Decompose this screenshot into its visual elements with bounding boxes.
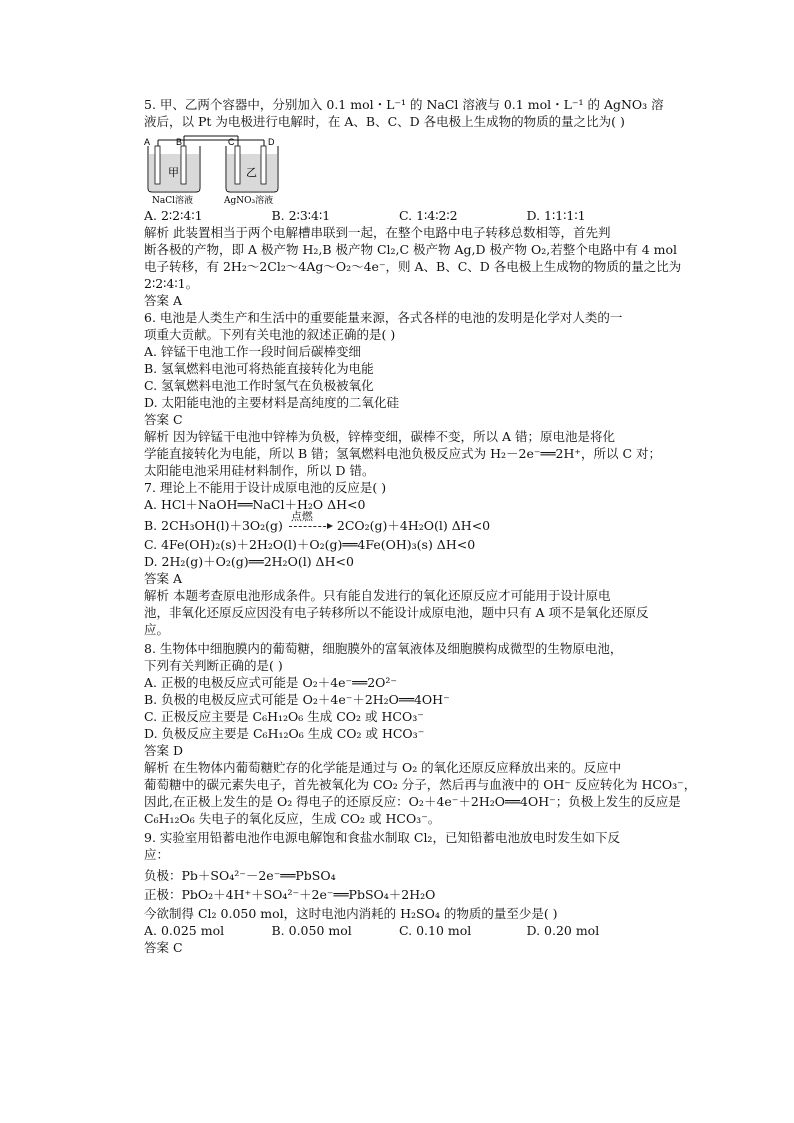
q8-option-a[interactable]: A. 正极的电极反应式可能是 O₂＋4e⁻══2O²⁻ [144,675,398,690]
q7-stem: 7. 理论上不能用于设计成原电池的反应是( ) [144,480,387,495]
q8-stem-line2: 下列有关判断正确的是( ) [144,658,283,673]
q9-stem-line1: 9. 实验室用铅蓄电池作电源电解饱和食盐水制取 Cl₂，已知铅蓄电池放电时发生如下反 [144,830,620,845]
q9-option-a[interactable]: A. 0.025 mol [144,923,225,938]
label-a: A [144,137,151,147]
q5-answer: 答案 A [144,293,183,308]
vessel-jia: 甲 [168,166,179,179]
q7-analysis-line1: 解析 本题考查原电池形成条件。只有能自发进行的氧化还原反应才可能用于设计原电 [144,588,611,603]
q5-stem-line1: 5. 甲、乙两个容器中，分别加入 0.1 mol・L⁻¹ 的 NaCl 溶液与 0.1 mol・L⁻¹ 的 AgNO₃ 溶 [144,97,664,112]
q5-analysis-line4: 2∶2∶4∶1。 [144,276,199,291]
vessel-yi: 乙 [246,166,257,179]
q8-analysis-line3: 因此,在正极上发生的是 O₂ 得电子的还原反应：O₂＋4e⁻＋2H₂O══4OH⁻；负极上发生的反应是 [144,794,681,809]
q7-analysis-line3: 应。 [144,622,170,637]
q6-stem-line2: 项重大贡献。下列有关电池的叙述正确的是( ) [144,327,396,342]
label-c: C [228,137,235,147]
q5-options [144,207,654,224]
q5-option-c[interactable]: C. 1∶4∶2∶2 [399,208,458,223]
q9-positive-electrode: 正极：PbO₂＋4H⁺＋SO₄²⁻＋2e⁻══PbSO₄＋2H₂O [144,887,436,902]
q7-option-b-left: B. 2CH₃OH(l)＋3O₂(g) [144,518,283,533]
q6-option-d[interactable]: D. 太阳能电池的主要材料是高纯度的二氧化硅 [144,395,400,410]
q9-answer: 答案 C [144,940,183,955]
q9-stem-line2: 应： [144,847,170,862]
label-d: D [268,137,275,147]
q7-option-b[interactable] [144,510,654,534]
electrolysis-cells-illustration [144,132,284,206]
electrolysis-diagram [144,132,654,206]
q9-negative-electrode: 负极：Pb＋SO₄²⁻－2e⁻══PbSO₄ [144,868,336,883]
q5-analysis-line1: 解析 此装置相当于两个电解槽串联到一起，在整个电路中电子转移总数相等，首先判 [144,225,611,240]
q5-option-a[interactable]: A. 2∶2∶4∶1 [144,208,203,223]
reaction-condition [287,510,333,534]
q6-option-c[interactable]: C. 氢氧燃料电池工作时氢气在负极被氧化 [144,378,374,393]
q5-option-b[interactable]: B. 2∶3∶4∶1 [271,208,331,223]
right-solution-label: AgNO₃溶液 [224,196,274,206]
q9-question: 今欲制得 Cl₂ 0.050 mol，这时电池内消耗的 H₂SO₄ 的物质的量至少是( ) [144,906,558,921]
q5-analysis-line2: 断各极的产物，即 A 极产物 H₂,B 极产物 Cl₂,C 极产物 Ag,D 极产物 O₂,若整个电路中有 4 mol [144,242,678,257]
q9-option-c[interactable]: C. 0.10 mol [399,923,472,938]
q8-analysis-line2: 葡萄糖中的碳元素失电子，首先被氧化为 CO₂ 分子，然后再与血液中的 OH⁻ 反应转化为 HCO₃⁻， [144,777,697,792]
q8-stem-line1: 8. 生物体中细胞膜内的葡萄糖，细胞膜外的富氧液体及细胞膜构成微型的生物原电池， [144,641,623,656]
q7-analysis-line2: 池，非氧化还原反应因没有电子转移所以不能设计成原电池，题中只有 A 项不是氧化还原反 [144,605,649,620]
ignition-condition: 点燃 [290,510,313,523]
label-b: B [176,137,183,147]
q6-option-b[interactable]: B. 氢氧燃料电池可将热能直接转化为电能 [144,361,374,376]
q7-option-d[interactable]: D. 2H₂(g)＋O₂(g)══2H₂O(l) ΔH<0 [144,554,354,569]
q7-option-a[interactable]: A. HCl＋NaOH══NaCl＋H₂O ΔH<0 [144,497,366,512]
q9-option-d[interactable]: D. 0.20 mol [526,923,600,938]
q6-answer: 答案 C [144,412,183,427]
left-solution-label: NaCl溶液 [152,196,194,206]
q8-analysis-line4: C₆H₁₂O₆ 失电子的氧化反应，生成 CO₂ 或 HCO₃⁻。 [144,811,441,826]
q8-option-b[interactable]: B. 负极的电极反应式可能是 O₂＋4e⁻＋2H₂O══4OH⁻ [144,692,450,707]
q6-analysis-line2: 学能直接转化为电能，所以 B 错；氢氧燃料电池负极反应式为 H₂－2e⁻══2H⁺，所以 C 对； [144,446,661,461]
q7-answer: 答案 A [144,571,183,586]
q5-analysis-line3: 电子转移，有 2H₂～2Cl₂～4Ag～O₂～4e⁻，则 A、B、C、D 各电极上生成物的物质的量之比为 [144,259,682,274]
q5-stem-line2: 液后，以 Pt 为电极进行电解时，在 A、B、C、D 各电极上生成物的物质的量之比为( ) [144,114,625,129]
q9-option-b[interactable]: B. 0.050 mol [271,923,352,938]
q5-option-d[interactable]: D. 1∶1∶1∶1 [526,208,586,223]
q7-option-b-right: 2CO₂(g)＋4H₂O(l) ΔH<0 [336,518,491,533]
document-page [144,96,697,956]
q6-analysis-line3: 太阳能电池采用硅材料制作，所以 D 错。 [144,463,375,478]
q6-option-a[interactable]: A. 锌锰干电池工作一段时间后碳棒变细 [144,344,361,359]
q7-option-c[interactable]: C. 4Fe(OH)₂(s)＋2H₂O(l)＋O₂(g)══4Fe(OH)₃(s) ΔH<0 [144,537,476,552]
q8-option-d[interactable]: D. 负极反应主要是 C₆H₁₂O₆ 生成 CO₂ 或 HCO₃⁻ [144,726,425,741]
q8-answer: 答案 D [144,743,183,758]
q6-analysis-line1: 解析 因为锌锰干电池中锌棒为负极，锌棒变细，碳棒不变，所以 A 错；原电池是将化 [144,429,615,444]
q8-option-c[interactable]: C. 正极反应主要是 C₆H₁₂O₆ 生成 CO₂ 或 HCO₃⁻ [144,709,424,724]
q9-options [144,922,654,939]
q8-analysis-line1: 解析 在生物体内葡萄糖贮存的化学能是通过与 O₂ 的氧化还原反应释放出来的。反应中 [144,760,622,775]
reaction-arrow-icon [289,526,331,527]
q6-stem-line1: 6. 电池是人类生产和生活中的重要能量来源，各式各样的电池的发明是化学对人类的一 [144,310,623,325]
